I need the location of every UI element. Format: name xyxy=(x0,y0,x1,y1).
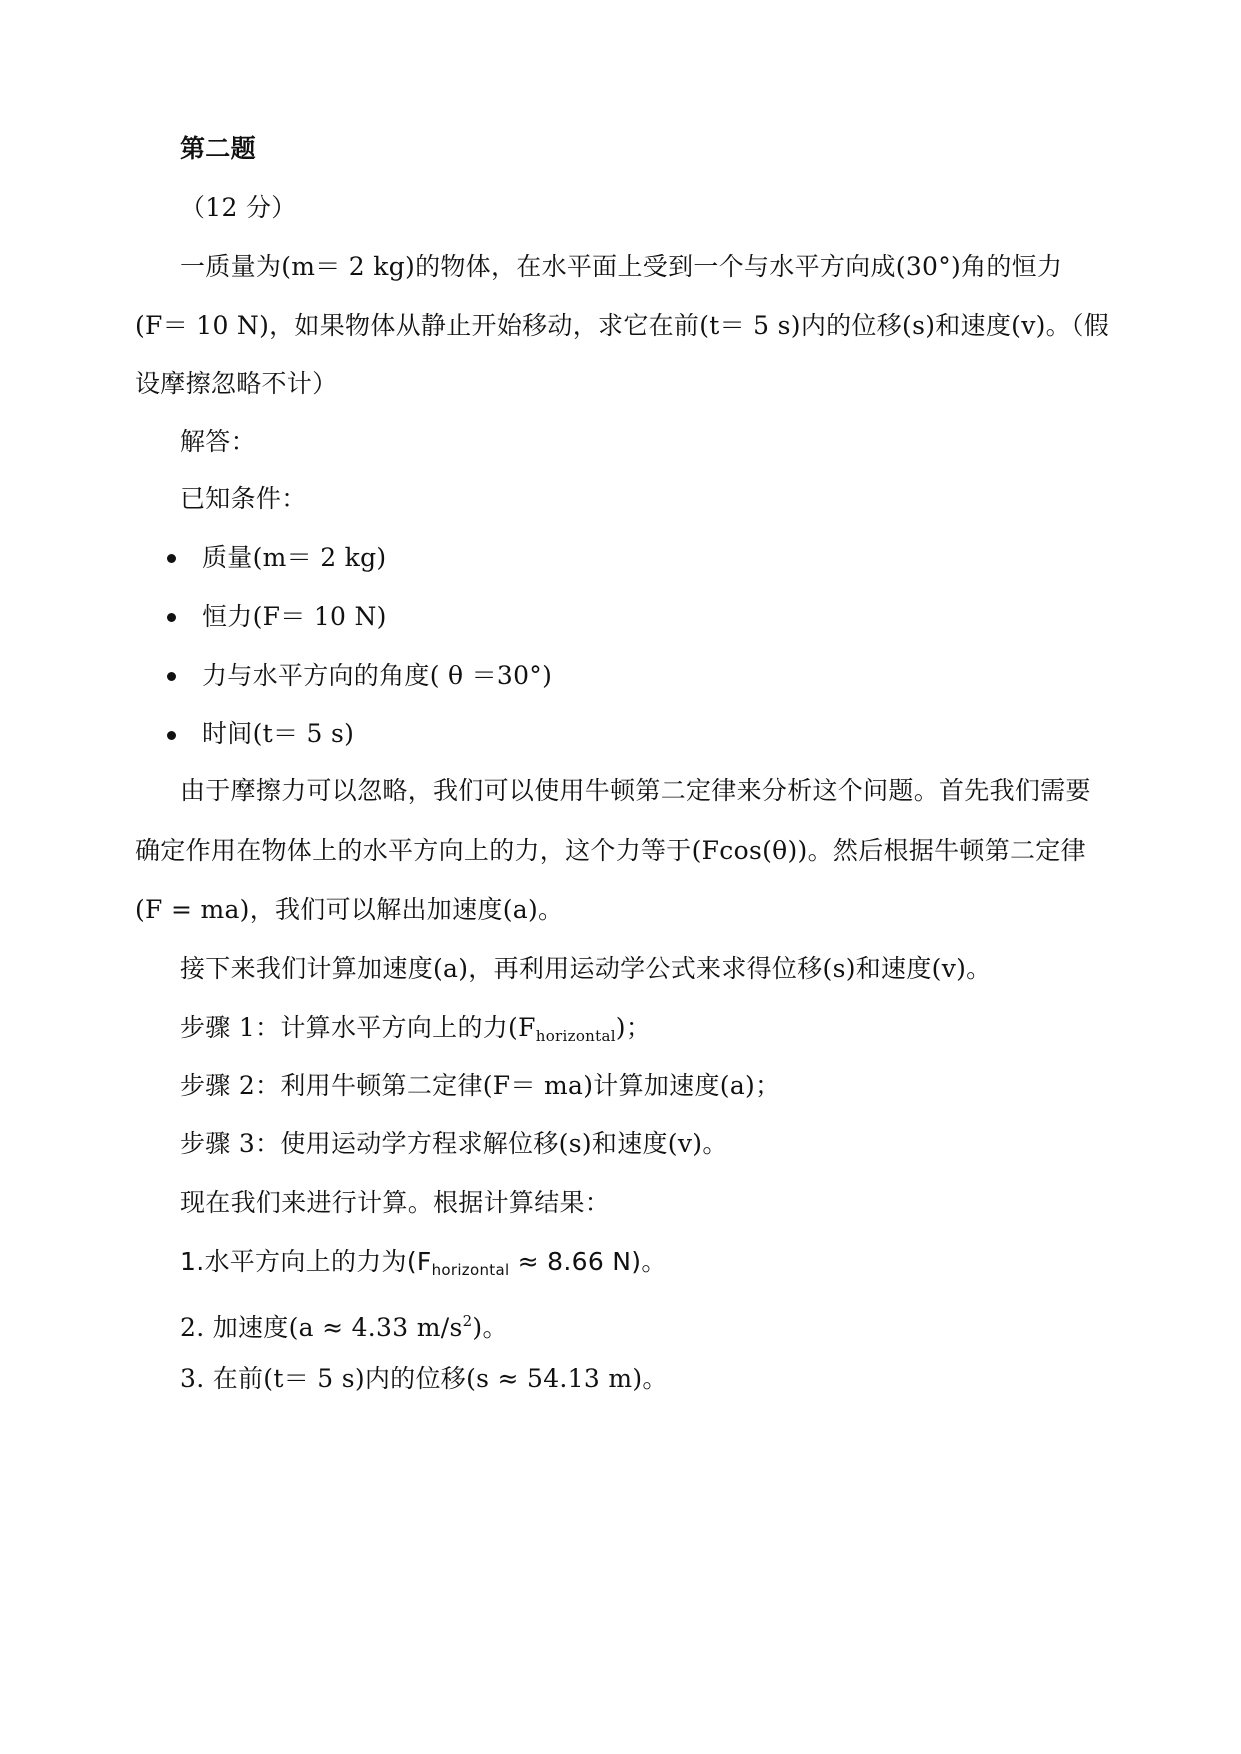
question-text-line-3: 设摩擦忽略不计） xyxy=(135,369,338,398)
compute-intro: 现在我们来进行计算。根据计算结果： xyxy=(180,1188,611,1217)
answer-label: 解答： xyxy=(180,427,256,456)
step-1-subscript: horizontal xyxy=(535,1027,616,1045)
result-1-suffix: ≈ 8.66 N)。 xyxy=(509,1247,667,1276)
question-score: （12 分） xyxy=(180,193,297,222)
analysis-line-3: (F = ma)，我们可以解出加速度(a)。 xyxy=(135,895,564,924)
list-item: 恒力(F＝ 10 N) xyxy=(202,602,387,631)
question-text-line-2: (F＝ 10 N)，如果物体从静止开始移动，求它在前(t＝ 5 s)内的位移(s)和速度(v)。（假 xyxy=(135,311,1110,340)
next-step-text: 接下来我们计算加速度(a)，再利用运动学公式来求得位移(s)和速度(v)。 xyxy=(180,954,992,983)
list-item: 力与水平方向的角度( θ ＝30°) xyxy=(202,661,553,690)
bullet-dot-icon xyxy=(167,731,176,740)
step-2: 步骤 2：利用牛顿第二定律(F＝ ma)计算加速度(a)； xyxy=(180,1071,781,1100)
bullet-dot-icon xyxy=(167,613,176,622)
result-2-prefix: 2. 加速度(a ≈ 4.33 m/s xyxy=(180,1313,463,1342)
step-1-suffix: )； xyxy=(615,1013,652,1042)
analysis-line-2: 确定作用在物体上的水平方向上的力，这个力等于(Fcos(θ))。然后根据牛顿第二定律 xyxy=(135,836,1086,865)
step-1-prefix: 步骤 1：计算水平方向上的力(F xyxy=(180,1013,536,1042)
known-label: 已知条件： xyxy=(180,484,307,513)
bullet-dot-icon xyxy=(167,672,176,681)
list-item: 时间(t＝ 5 s) xyxy=(202,719,355,748)
result-1-subscript: horizontal xyxy=(431,1261,510,1279)
result-2 xyxy=(180,1304,508,1345)
step-3: 步骤 3：使用运动学方程求解位移(s)和速度(v)。 xyxy=(180,1129,728,1158)
step-1 xyxy=(180,1011,651,1053)
result-3: 3. 在前(t＝ 5 s)内的位移(s ≈ 54.13 m)。 xyxy=(180,1364,668,1393)
analysis-line-1: 由于摩擦力可以忽略，我们可以使用牛顿第二定律来分析这个问题。首先我们需要 xyxy=(180,776,1091,805)
result-2-suffix: )。 xyxy=(472,1313,508,1342)
result-2-superscript: 2 xyxy=(462,1312,473,1330)
result-1 xyxy=(180,1245,667,1287)
result-1-prefix: 1.水平方向上的力为(F xyxy=(180,1247,432,1276)
question-text-line-1: 一质量为(m＝ 2 kg)的物体，在水平面上受到一个与水平方向成(30°)角的恒力 xyxy=(180,252,1063,281)
bullet-dot-icon xyxy=(167,554,176,563)
list-item: 质量(m＝ 2 kg) xyxy=(202,543,387,572)
question-title: 第二题 xyxy=(180,134,256,163)
